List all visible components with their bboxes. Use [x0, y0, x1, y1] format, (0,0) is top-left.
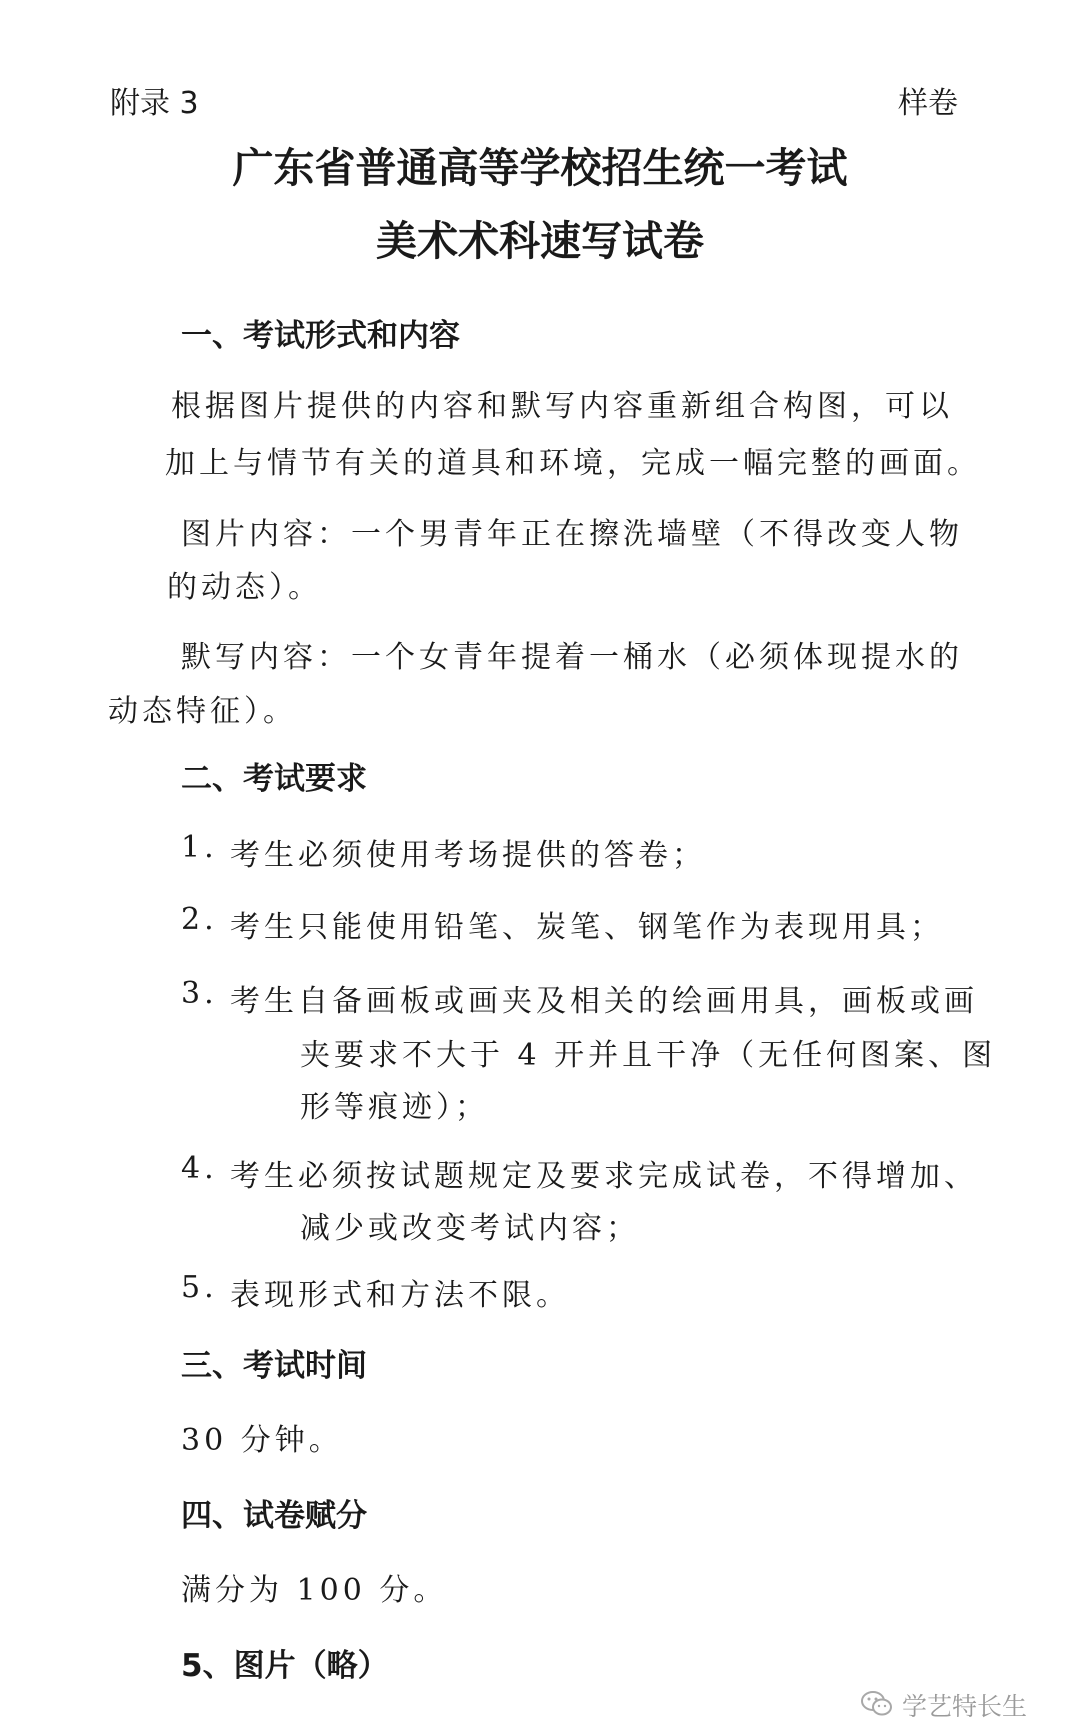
- list-item-text: 夹要求不大于 4 开并且干净（无任何图案、图: [300, 1038, 997, 1073]
- section3-heading: 三、考试时间: [181, 1348, 367, 1384]
- exam-duration: 30 分钟。: [181, 1423, 343, 1458]
- list-item-text: 考生必须使用考场提供的答卷；: [230, 838, 706, 873]
- section1-para3-line2: 动态特征）。: [108, 694, 297, 729]
- list-item-number: 2.: [181, 902, 218, 937]
- section1-para1-line2: 加上与情节有关的道具和环境，完成一幅完整的画面。: [165, 446, 981, 481]
- section1-para3-line1: 默写内容：一个女青年提着一桶水（必须体现提水的: [181, 640, 963, 675]
- list-item-text: 减少或改变考试内容；: [300, 1211, 640, 1246]
- section5-heading: 5、图片（略）: [181, 1648, 389, 1684]
- list-item-number: 5.: [181, 1270, 218, 1305]
- section1-para2-line1: 图片内容：一个男青年正在擦洗墙壁（不得改变人物: [181, 517, 963, 552]
- list-item-text: 考生必须按试题规定及要求完成试卷，不得增加、: [230, 1159, 978, 1194]
- watermark-text: 学艺特长生: [902, 1692, 1028, 1721]
- list-item-number: 4.: [181, 1151, 218, 1186]
- section4-heading: 四、试卷赋分: [181, 1498, 367, 1534]
- doc-title-line1: 广东省普通高等学校招生统一考试: [232, 144, 848, 192]
- list-item-text: 表现形式和方法不限。: [230, 1278, 570, 1313]
- list-item-text: 考生只能使用铅笔、炭笔、钢笔作为表现用具；: [230, 910, 944, 945]
- section2-heading: 二、考试要求: [181, 761, 367, 797]
- wechat-icon: [860, 1688, 894, 1720]
- doc-title-line2: 美术术科速写试卷: [376, 217, 704, 265]
- list-item-text: 形等痕迹）；: [300, 1090, 489, 1125]
- full-score: 满分为 100 分。: [181, 1573, 448, 1608]
- list-item-text: 考生自备画板或画夹及相关的绘画用具，画板或画: [230, 984, 978, 1019]
- list-item-number: 1.: [181, 830, 218, 865]
- section1-para1-line1: 根据图片提供的内容和默写内容重新组合构图，可以: [171, 389, 953, 424]
- list-item-number: 3.: [181, 976, 218, 1011]
- section1-heading: 一、考试形式和内容: [181, 318, 460, 354]
- section1-para2-line2: 的动态）。: [167, 570, 322, 605]
- sample-label: 样卷: [898, 86, 958, 121]
- appendix-label: 附录 3: [110, 86, 199, 121]
